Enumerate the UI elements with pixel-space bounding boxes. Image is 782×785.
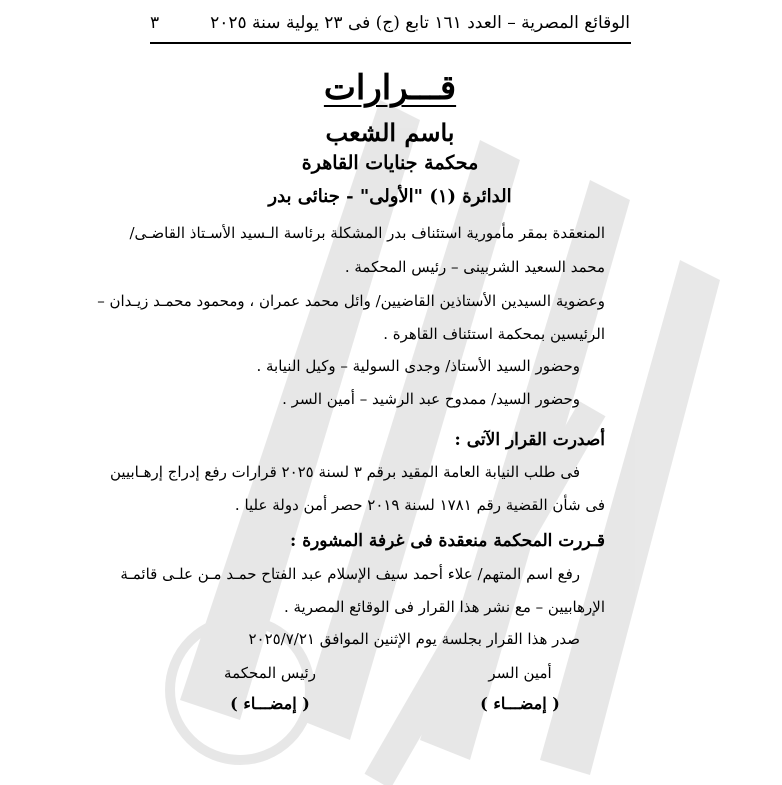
header-divider xyxy=(150,42,631,44)
decided-heading: قـررت المحكمة منعقدة فى غرفة المشورة : xyxy=(290,531,605,551)
body-line: المنعقدة بمقر مأمورية استئناف بدر المشكلة برئاسة الـسيد الأسـتاذ القاضـى/ xyxy=(129,224,605,242)
secretary-signature-block xyxy=(450,664,590,713)
decision-line: الإرهابيين – مع نشر هذا القرار فى الوقائع المصرية . xyxy=(283,598,605,616)
body-line: وعضوية السيدين الأستاذين القاضيين/ وائل محمد عمران ، ومحمود محمـد زيـدان – xyxy=(97,292,605,310)
page-title: قـــرارات xyxy=(323,68,457,108)
decision-date-line: صدر هذا القرار بجلسة يوم الإثنين الموافق ٢٠٢٥/٧/٢١ xyxy=(248,630,580,648)
page-number: ٣ xyxy=(150,13,160,33)
request-line: فى طلب النيابة العامة المقيد برقم ٣ لسنة ٢٠٢٥ قرارات رفع إدراج إرهـابيين xyxy=(110,463,580,481)
court-name: محكمة جنايات القاهرة xyxy=(301,152,479,174)
president-signature: ( إمضـــاء ) xyxy=(230,694,310,713)
body-line: وحضور السيد/ ممدوح عبد الرشيد – أمين السر . xyxy=(282,390,580,408)
request-line: فى شأن القضية رقم ١٧٨١ لسنة ٢٠١٩ حصر أمن دولة عليا . xyxy=(234,496,605,514)
secretary-signature: ( إمضـــاء ) xyxy=(480,694,560,713)
body-line: محمد السعيد الشربينى – رئيس المحكمة . xyxy=(344,258,605,276)
body-line: الرئيسين بمحكمة استئناف القاهرة . xyxy=(383,325,605,343)
president-title: رئيس المحكمة xyxy=(224,664,316,682)
journal-issue: الوقائع المصرية – العدد ١٦١ تابع (ج) فى ٢٣ يولية سنة ٢٠٢٥ xyxy=(210,13,630,33)
decision-line: رفع اسم المتهم/ علاء أحمد سيف الإسلام عبد الفتاح حمـد مـن علـى قائمـة xyxy=(120,565,580,583)
circuit-name: الدائرة (١) "الأولى" - جنائى بدر xyxy=(268,186,512,207)
secretary-title: أمين السر xyxy=(488,664,552,682)
running-header xyxy=(150,8,630,38)
issued-heading: أصدرت القرار الآتى : xyxy=(454,430,605,450)
president-signature-block xyxy=(200,664,340,713)
in-the-name-heading: باسم الشعب xyxy=(325,118,455,147)
body-line: وحضور السيد الأستاذ/ وجدى السولية – وكيل النيابة . xyxy=(256,357,580,375)
